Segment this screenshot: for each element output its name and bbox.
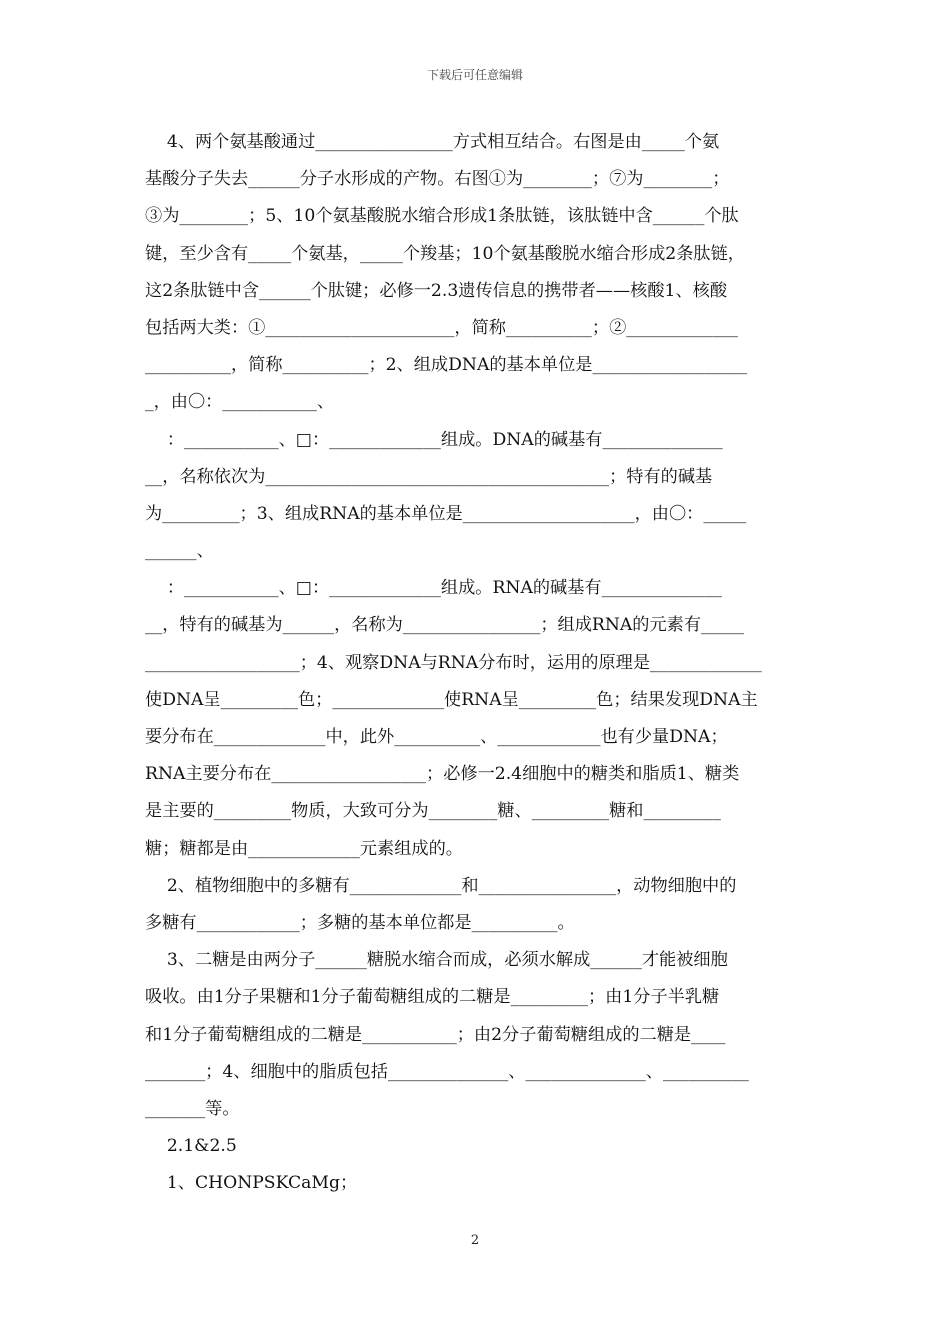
text-line: 多糖有____________；多糖的基本单位都是__________。 — [145, 912, 575, 933]
text-line: ：___________、□：_____________组成。RNA的碱基有______________ — [145, 578, 722, 599]
text-line: ：___________、□：_____________组成。DNA的碱基有______________ — [145, 429, 723, 450]
text-line: _______；4、细胞中的脂质包括______________、______________、__________ — [145, 1061, 749, 1082]
document-body — [145, 124, 810, 1202]
text-line: 包括两大类：①______________________，简称__________；②_____________ — [145, 317, 738, 338]
text-line: __，名称依次为________________________________________；特有的碱基 — [145, 466, 713, 487]
text-line: _，由〇：___________、 — [145, 392, 335, 413]
text-line: 吸收。由1分子果糖和1分子葡萄糖组成的二糖是_________；由1分子半乳糖 — [145, 987, 720, 1008]
text-line: 键，至少含有_____个氨基，_____个羧基；10个氨基酸脱水缩合形成2条肽链， — [145, 243, 745, 264]
text-line: 4、两个氨基酸通过________________方式相互结合。右图是由_____个氨 — [145, 132, 720, 152]
page-header: 下载后可任意编辑 — [426, 68, 523, 82]
text-line: 要分布在_____________中，此外__________、____________也有少量DNA； — [145, 727, 728, 747]
text-line: 是主要的_________物质，大致可分为________糖、_________糖和_________ — [145, 801, 721, 822]
text-line: __________，简称__________；2、组成DNA的基本单位是__________________ — [145, 355, 748, 376]
text-line: 为_________；3、组成RNA的基本单位是____________________，由〇：_____ — [145, 503, 747, 524]
text-line: __________________；4、观察DNA与RNA分布时，运用的原理是_____________ — [145, 652, 762, 673]
text-line: 2、植物细胞中的多糖有_____________和________________，动物细胞中的 — [145, 875, 737, 896]
text-line: 基酸分子失去______分子水形成的产物。右图①为________；⑦为________； — [145, 169, 730, 190]
page-number: 2 — [470, 1233, 480, 1248]
text-line: 和1分子葡萄糖组成的二糖是___________；由2分子葡萄糖组成的二糖是____ — [145, 1024, 726, 1045]
text-line: 使DNA呈_________色；_____________使RNA呈_________色；结果发现DNA主 — [145, 689, 758, 710]
text-line: 糖；糖都是由_____________元素组成的。 — [145, 838, 463, 859]
text-line: ______、 — [145, 541, 214, 562]
text-line: 3、二糖是由两分子______糖脱水缩合而成，必须水解成______才能被细胞 — [145, 950, 728, 971]
text-line: 这2条肽链中含______个肽键；必修一2.3遗传信息的携带者——核酸1、核酸 — [145, 280, 728, 301]
text-line: 2.1&2.5 — [145, 1136, 237, 1157]
text-line: RNA主要分布在__________________；必修一2.4细胞中的糖类和脂质1、糖类 — [145, 764, 740, 785]
text-line: __，特有的碱基为______，名称为________________；组成RNA的元素有_____ — [145, 615, 744, 636]
text-line: 1、CHONPSKCaMg； — [145, 1173, 358, 1194]
text-line: _______等。 — [145, 1098, 240, 1119]
text-line: ③为________；5、10个氨基酸脱水缩合形成1条肽链，该肽链中含______个肽 — [145, 206, 739, 227]
